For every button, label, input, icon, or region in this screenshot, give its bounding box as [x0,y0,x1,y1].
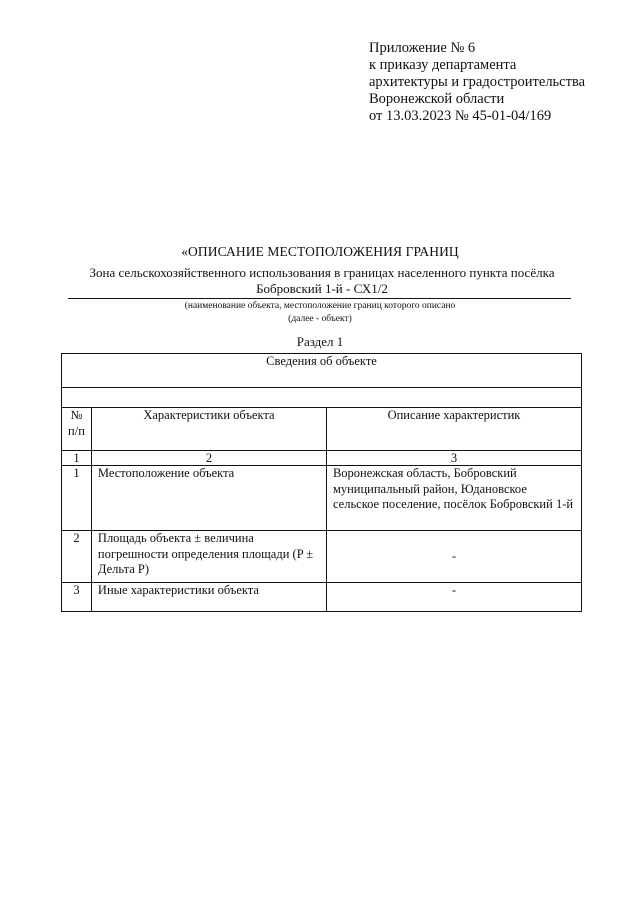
row-characteristic: Площадь объекта ± величина погрешности определения площади (P ± Дельта P) [91,531,326,583]
column-number-row [62,451,582,466]
table-row [62,531,582,583]
row-num: 1 [62,466,92,531]
section-heading: Раздел 1 [296,334,344,349]
appendix-line: архитектуры и градостроительства [369,74,586,90]
caption-line: (далее - объект) [288,314,352,324]
row-characteristic: Иные характеристики объекта [91,583,326,612]
column-number: 2 [91,451,326,466]
row-num: 2 [62,531,92,583]
row-num: 3 [62,583,92,612]
row-characteristic: Местоположение объекта [91,466,326,531]
column-header-num-line: п/п [68,423,85,438]
table-row [62,583,582,612]
column-header-description: Описание характеристик [326,408,581,451]
caption-line: (наименование объекта, местоположение границ которого описано [184,301,456,311]
column-header-row [62,408,582,451]
zone-name-underline [68,298,571,299]
document-title: «ОПИСАНИЕ МЕСТОПОЛОЖЕНИЯ ГРАНИЦ [181,244,459,259]
row-description: - [326,531,581,583]
row-description: - [326,583,581,612]
appendix-line: Приложение № 6 [369,40,476,56]
zone-name-line: Бобровский 1-й - СХ1/2 [256,281,388,296]
table-spacer-cell [62,388,582,408]
object-info-table [61,353,582,612]
zone-name-line: Зона сельскохозяйственного использования в границах населенного пункта посёлка [89,265,555,280]
table-row [62,466,582,531]
column-header-characteristics: Характеристики объекта [91,408,326,451]
table-spacer-row [62,388,582,408]
table-header-row [62,354,582,388]
appendix-block [369,40,585,125]
row-description: Воронежская область, Бобровский муниципальный район, Юдановское сельское поселение, посёлок Бобровский 1-й [326,466,581,531]
column-header-num-line: № [70,408,83,422]
column-number: 1 [62,451,92,466]
appendix-line: к приказу департамента [369,57,517,73]
zone-name [62,265,582,297]
column-number: 3 [326,451,581,466]
appendix-line: от 13.03.2023 № 45-01-04/169 [369,108,552,124]
column-header-num [62,408,92,451]
table-header: Сведения об объекте [62,354,582,388]
object-caption [0,300,640,326]
appendix-line: Воронежской области [369,91,505,107]
